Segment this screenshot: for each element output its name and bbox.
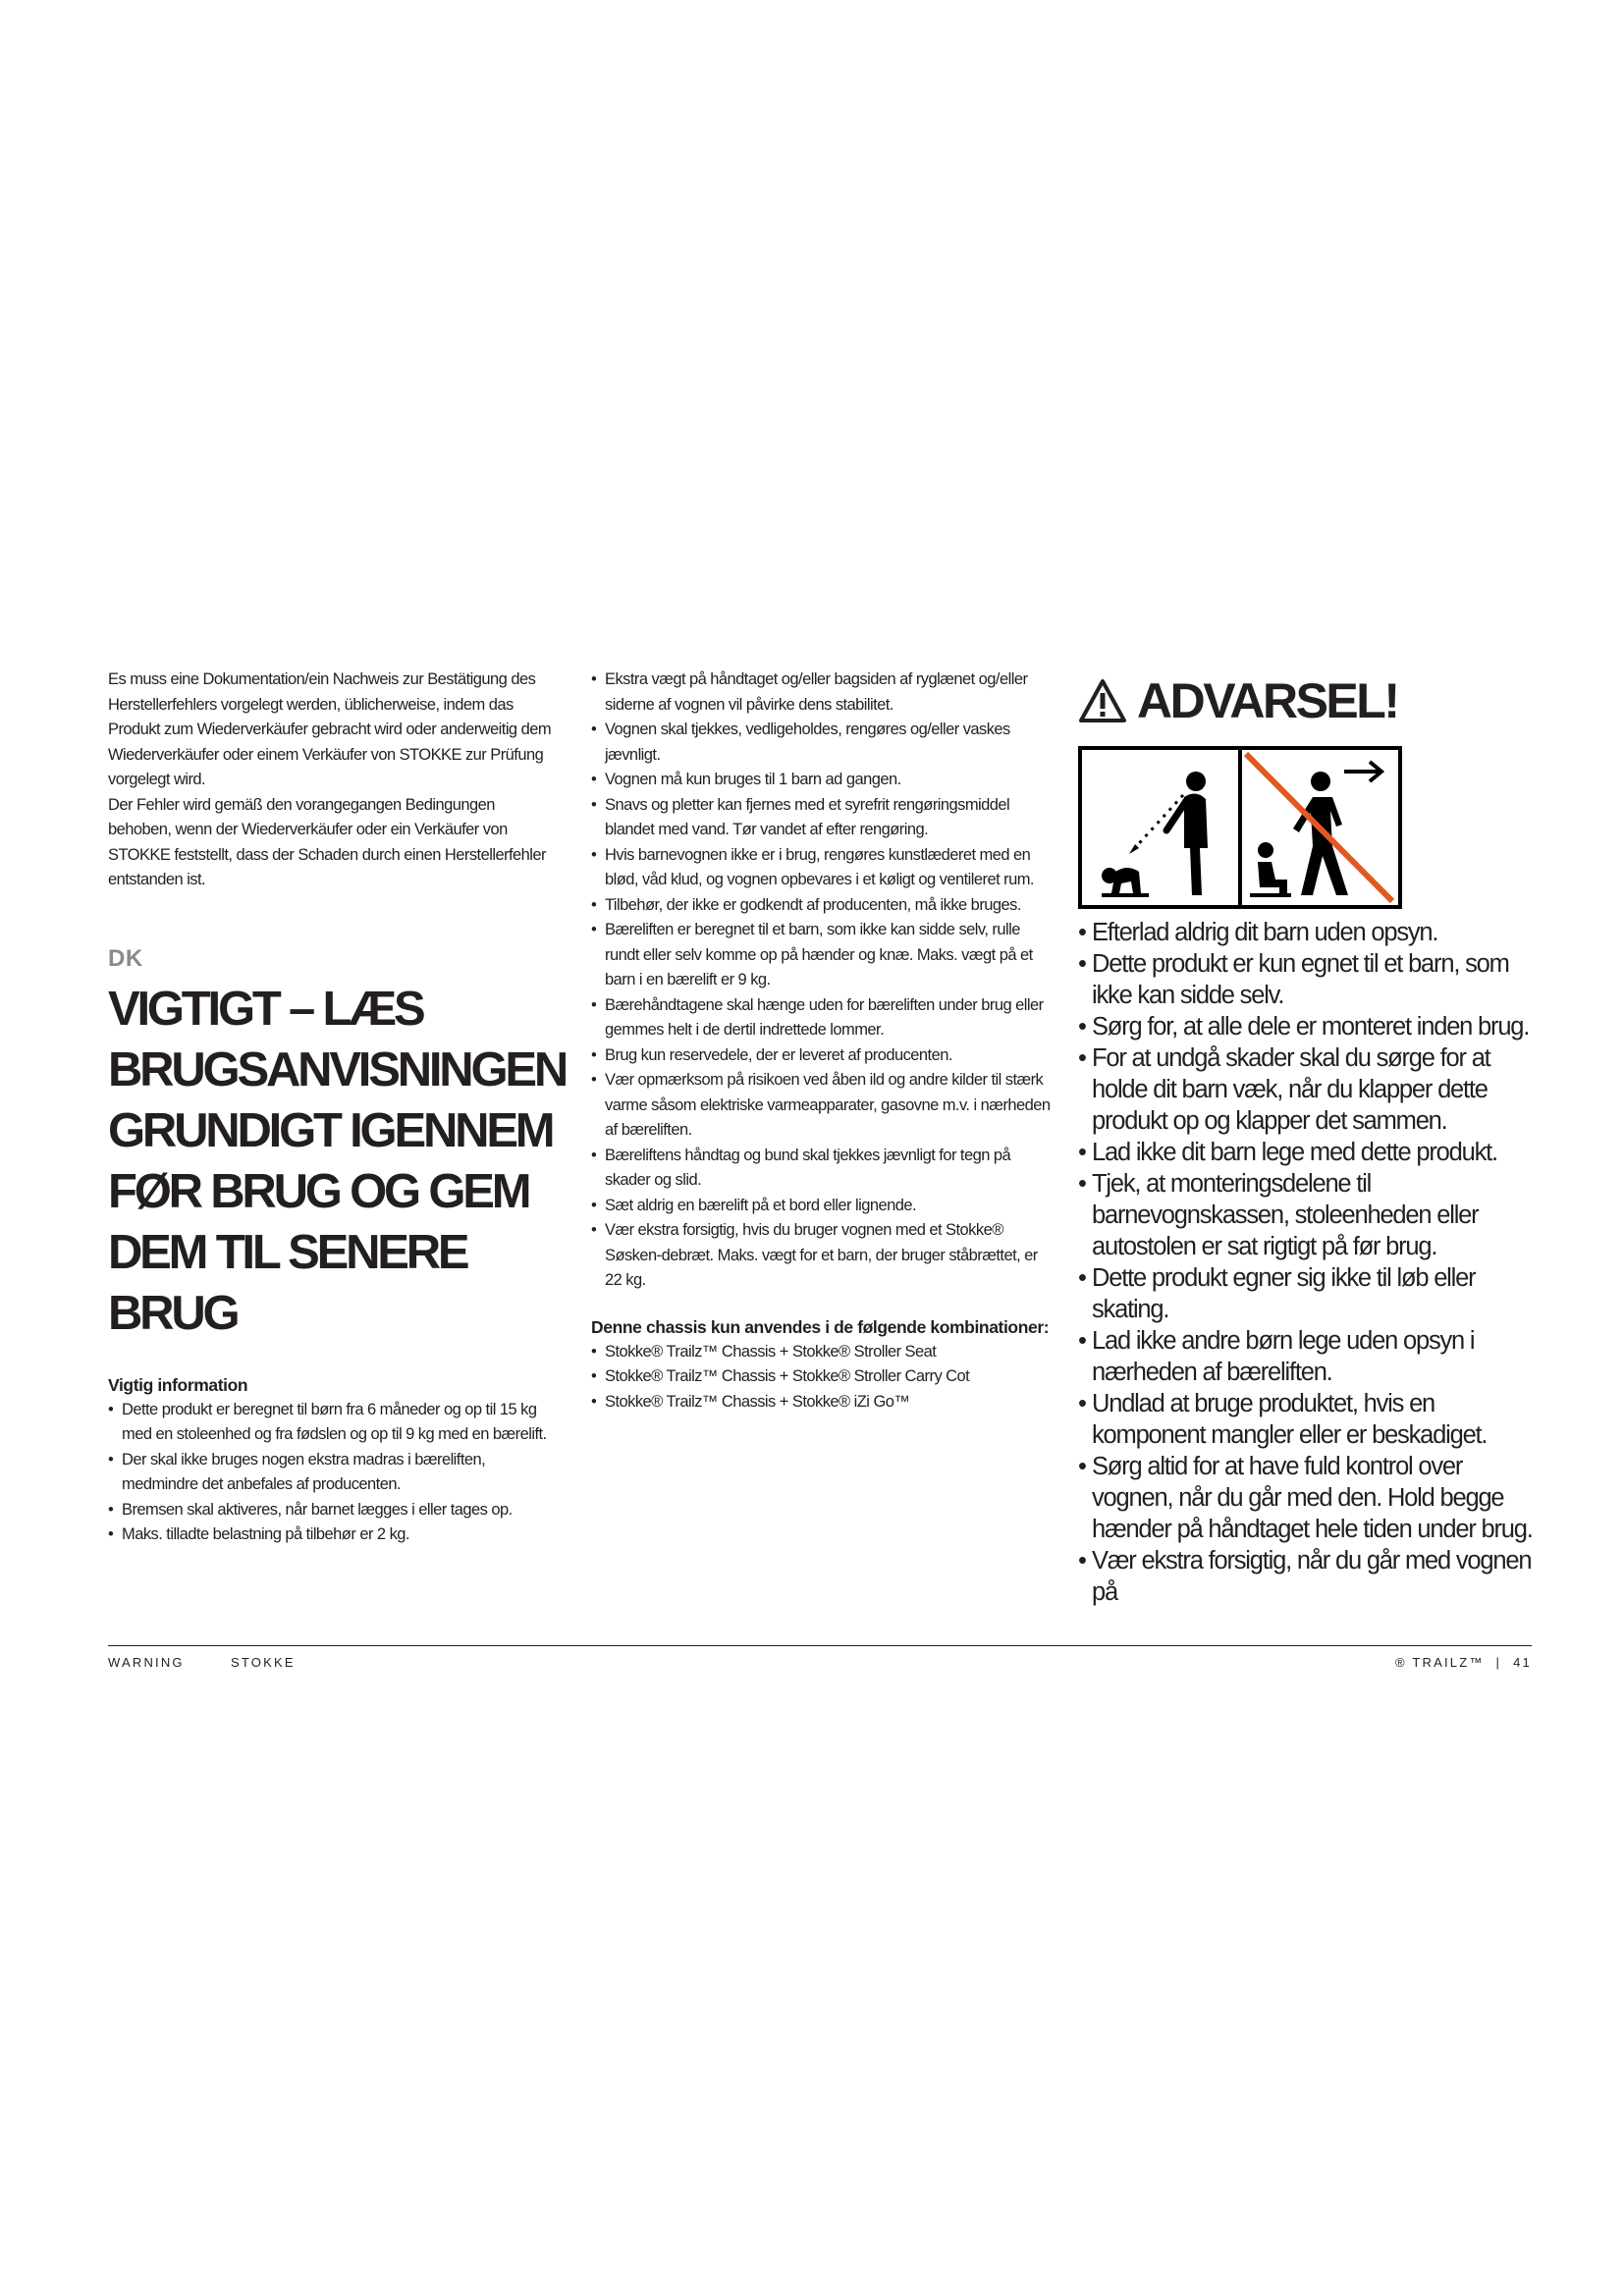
- list-item: • Undlad at bruge produktet, hvis en komponent mangler eller er beskadiget.: [1078, 1388, 1540, 1451]
- list-item: • Vognen skal tjekkes, vedligeholdes, rengøres og/eller vaskes jævnligt.: [591, 718, 1053, 768]
- list-item: • Stokke® Trailz™ Chassis + Stokke® Stroller Carry Cot: [591, 1364, 1053, 1390]
- list-item: • Bæreliften er beregnet til et barn, som ikke kan sidde selv, rulle rundt eller selv komme op på hænder og knæ. Maks. vægt på et barn i en bærelift er 9 kg.: [591, 918, 1053, 993]
- list-item: • Sørg for, at alle dele er monteret inden brug.: [1078, 1011, 1540, 1042]
- important-info-subheading: Vigtig information: [108, 1374, 248, 1395]
- list-item: • Stokke® Trailz™ Chassis + Stokke® iZi Go™: [591, 1390, 1053, 1415]
- page-heading: VIGTIGT – LÆS BRUGSANVISNINGEN GRUNDIGT IGENNEM FØR BRUG OG GEM DEM TIL SENERE BRUG: [108, 982, 567, 1340]
- footer-warning-label: WARNING: [108, 1655, 185, 1670]
- list-item: • Stokke® Trailz™ Chassis + Stokke® Stroller Seat: [591, 1340, 1053, 1365]
- safety-list: [591, 667, 1053, 1294]
- list-item: • Ekstra vægt på håndtaget og/eller bagsiden af ryglænet og/eller siderne af vognen vil påvirke dens stabilitet.: [591, 667, 1053, 718]
- list-item: • Sæt aldrig en bærelift på et bord eller lignende.: [591, 1194, 1053, 1219]
- list-item: • Efterlad aldrig dit barn uden opsyn.: [1078, 917, 1540, 948]
- language-code: DK: [108, 944, 143, 972]
- list-item: • Vær ekstra forsigtig, hvis du bruger vognen med et Stokke® Søsken-debræt. Maks. vægt for et barn, der bruger ståbrættet, er 22 kg.: [591, 1218, 1053, 1294]
- warning-pictogram: [1078, 746, 1402, 909]
- page-number: 41: [1513, 1655, 1532, 1670]
- list-item: • Dette produkt er beregnet til børn fra 6 måneder og op til 15 kg med en stoleenhed og fra fødslen og op til 9 kg med en bærelift.: [108, 1398, 560, 1448]
- list-item: • Vær opmærksom på risikoen ved åben ild og andre kilder til stærk varme såsom elektriske varmeapparater, gasovne m.v. i nærheden af bæreliften.: [591, 1068, 1053, 1144]
- warning-header: [1078, 667, 1540, 734]
- list-item: • Tilbehør, der ikke er godkendt af producenten, må ikke bruges.: [591, 893, 1053, 919]
- list-item: • Vognen må kun bruges til 1 barn ad gangen.: [591, 768, 1053, 793]
- page-footer: [108, 1645, 1532, 1670]
- list-item: • Lad ikke andre børn lege uden opsyn i nærheden af bæreliften.: [1078, 1325, 1540, 1388]
- pictogram-allowed: [1082, 750, 1238, 905]
- adult-supervising-child-pictogram: [1082, 750, 1236, 905]
- list-item: • Vær ekstra forsigtig, når du går med vognen på: [1078, 1545, 1540, 1608]
- combinations-list: [591, 1340, 1053, 1415]
- de-paragraph: Der Fehler wird gemäß den vorangegangen Bedingungen behoben, wenn der Wiederverkäufer oder ein Verkäufer von STOKKE feststellt, dass der Schaden durch einen Herstellerfehler entstanden ist.: [108, 795, 546, 888]
- list-item: • Der skal ikke bruges nogen ekstra madras i bæreliften, medmindre det anbefales af producenten.: [108, 1448, 560, 1498]
- list-item: • Bæreliftens håndtag og bund skal tjekkes jævnligt for tegn på skader og slid.: [591, 1144, 1053, 1194]
- footer-separator: |: [1495, 1655, 1502, 1670]
- list-item: • Hvis barnevognen ikke er i brug, rengøres kunstlæderet med en blød, våd klud, og vognen opbevares i et køligt og ventileret rum.: [591, 843, 1053, 893]
- warning-title: ADVARSEL!: [1137, 673, 1398, 728]
- list-item: • Tjek, at monteringsdelene til barnevognskassen, stoleenheden eller autostolen er sat rigtigt på før brug.: [1078, 1168, 1540, 1262]
- footer-brand: STOKKE: [231, 1655, 296, 1670]
- column-3: [1078, 667, 1540, 1608]
- warning-triangle-icon: [1078, 678, 1127, 723]
- column-1: [108, 667, 567, 1548]
- list-item: • Dette produkt egner sig ikke til løb eller skating.: [1078, 1262, 1540, 1325]
- german-warranty-text: [108, 667, 560, 893]
- column-2: [591, 667, 1053, 1415]
- list-item: • Snavs og pletter kan fjernes med et syrefrit rengøringsmiddel blandet med vand. Tør vandet af efter rengøring.: [591, 793, 1053, 843]
- list-item: • Dette produkt er kun egnet til et barn, som ikke kan sidde selv.: [1078, 948, 1540, 1011]
- adult-leaving-child-pictogram: [1242, 750, 1396, 905]
- list-item: • Bremsen skal aktiveres, når barnet lægges i eller tages op.: [108, 1498, 560, 1523]
- pictogram-forbidden: [1238, 750, 1398, 905]
- footer-product: ® TRAILZ™: [1395, 1655, 1485, 1670]
- warning-list: [1078, 917, 1540, 1608]
- list-item: • Lad ikke dit barn lege med dette produkt.: [1078, 1137, 1540, 1168]
- list-item: • For at undgå skader skal du sørge for at holde dit barn væk, når du klapper dette produkt op og klapper det sammen.: [1078, 1042, 1540, 1137]
- footer-right: [1395, 1655, 1532, 1670]
- de-paragraph: Es muss eine Dokumentation/ein Nachweis zur Bestätigung des Herstellerfehlers vorgelegt werden, üblicherweise, indem das Produkt zum Wiederverkäufer gebracht wird oder anderweitig dem Wiederverkäufer oder einem Verkäufer von STOKKE zur Prüfung vorgelegt wird.: [108, 670, 552, 788]
- combinations-title: Denne chassis kun anvendes i de følgende kombinationer:: [591, 1316, 1050, 1337]
- list-item: • Brug kun reservedele, der er leveret af producenten.: [591, 1043, 1053, 1069]
- list-item: • Bærehåndtagene skal hænge uden for bæreliften under brug eller gemmes helt i de dertil indrettede lommer.: [591, 993, 1053, 1043]
- important-info-list: [108, 1398, 560, 1548]
- list-item: • Maks. tilladte belastning på tilbehør er 2 kg.: [108, 1522, 560, 1548]
- list-item: • Sørg altid for at have fuld kontrol over vognen, når du går med den. Hold begge hænder på håndtaget hele tiden under brug.: [1078, 1451, 1540, 1545]
